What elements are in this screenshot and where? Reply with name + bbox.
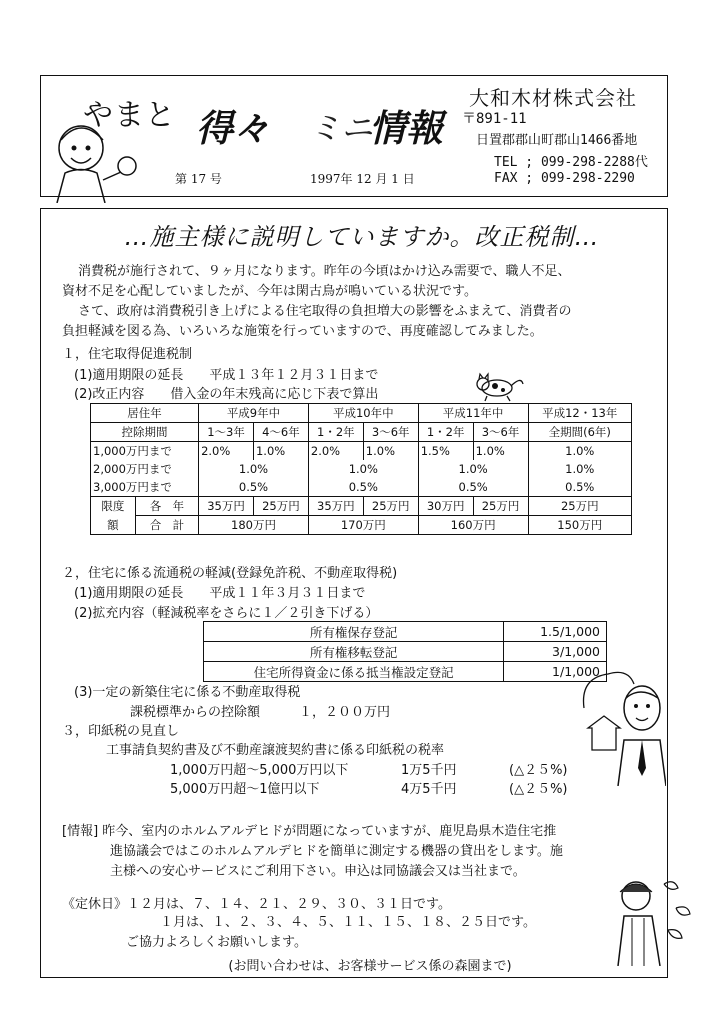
table-cell: 0.5% bbox=[199, 478, 309, 497]
table-cell: 25万円 bbox=[528, 497, 631, 516]
company-name: 大和木材株式会社 bbox=[469, 86, 637, 110]
intro-line: 負担軽減を図る為、いろいろな施策を行っていますので、再度確認してみました。 bbox=[62, 324, 543, 339]
brand-tokutoku: 得々 bbox=[196, 106, 270, 150]
stamp-tax-range: 1,000万円超～5,000万円以下 bbox=[170, 763, 349, 778]
cat-illustration bbox=[473, 370, 525, 402]
headline: …施主様に説明していますか。改正税制… bbox=[124, 223, 600, 251]
table-cell: 160万円 bbox=[418, 516, 528, 535]
table-cell: 0.5% bbox=[308, 478, 418, 497]
boy-with-leaves-illustration bbox=[602, 874, 694, 966]
table-cell: 25万円 bbox=[363, 497, 418, 516]
table-cell: 1/1,000 bbox=[504, 662, 607, 682]
info-line: 進協議会ではこのホルムアルデヒドを簡単に測定する機器の貸出をします。施 bbox=[110, 844, 563, 859]
intro-line: さて、政府は消費税引き上げによる住宅取得の負担増大の影響をふまえて、消費者の bbox=[78, 304, 572, 319]
table-cell: 1.0% bbox=[363, 442, 418, 461]
table-cell: 控除期間 bbox=[91, 423, 199, 442]
table-cell: 30万円 bbox=[418, 497, 473, 516]
table-cell: 1.5/1,000 bbox=[504, 622, 607, 642]
company-tel: TEL ; 099-298-2288代 bbox=[494, 155, 648, 170]
table-cell: 1.0% bbox=[418, 460, 528, 478]
table-cell: 1・2年 bbox=[308, 423, 363, 442]
section1-item2: (2)改正内容 借入金の年末残高に応じ下表で算出 bbox=[74, 387, 379, 402]
table-cell: 180万円 bbox=[199, 516, 309, 535]
footer-contact: (お問い合わせは、お客様サービス係の森園まで) bbox=[228, 959, 512, 974]
table-header: 平成11年中 bbox=[418, 404, 528, 423]
holiday-line: ご協力よろしくお願いします。 bbox=[126, 935, 307, 950]
holiday-line: １月は、１、２、３、４、５、１１、１５、１８、２５日です。 bbox=[160, 915, 536, 930]
table-row bbox=[204, 622, 607, 642]
table-cell: 2.0% bbox=[308, 442, 363, 461]
brand-joho: 情報 bbox=[369, 106, 443, 150]
table-cell: 1.0% bbox=[473, 442, 528, 461]
table-cell: 3/1,000 bbox=[504, 642, 607, 662]
intro-line: 消費税が施行されて、９ヶ月になります。昨年の今頃はかけ込み需要で、職人不足、 bbox=[78, 264, 571, 279]
table-row bbox=[204, 642, 607, 662]
table-cell: 25万円 bbox=[473, 497, 528, 516]
table-cell: 限度 bbox=[91, 497, 136, 516]
table-cell: 35万円 bbox=[308, 497, 363, 516]
table-row bbox=[91, 516, 632, 535]
stamp-tax-amount: 1万5千円 bbox=[401, 763, 457, 778]
table-cell: 1.0% bbox=[253, 442, 308, 461]
table-cell: 0.5% bbox=[418, 478, 528, 497]
table-cell: 合 計 bbox=[135, 516, 198, 535]
table-header: 平成12・13年 bbox=[528, 404, 631, 423]
table-cell: 3～6年 bbox=[473, 423, 528, 442]
table-cell: 1～3年 bbox=[199, 423, 254, 442]
table-cell: 4～6年 bbox=[253, 423, 308, 442]
section1-item1: (1)適用期限の延長 平成１３年１２月３１日まで bbox=[74, 368, 379, 383]
registration-rate-table bbox=[203, 621, 607, 682]
section3-subtitle: 工事請負契約書及び不動産譲渡契約書に係る印紙税の税率 bbox=[106, 743, 445, 758]
section2-item3-detail: 課税標準からの控除額 １，２００万円 bbox=[130, 705, 391, 720]
info-line: 主様への安心サービスにご利用下さい。申込は同協議会又は当社まで。 bbox=[110, 864, 526, 879]
table-row bbox=[204, 662, 607, 682]
table-cell: 0.5% bbox=[528, 478, 631, 497]
table-row bbox=[91, 478, 632, 497]
section2-item2: (2)拡充内容（軽減税率をさらに１／２引き下げる） bbox=[74, 606, 379, 621]
table-cell: 住宅所得資金に係る抵当権設定登記 bbox=[204, 662, 504, 682]
table-cell: 3～6年 bbox=[363, 423, 418, 442]
holiday-line: 《定休日》１２月は、７、１４、２１、２９、３０、３１日です。 bbox=[62, 897, 451, 912]
table-row bbox=[91, 423, 632, 442]
table-cell: 2.0% bbox=[199, 442, 254, 461]
table-cell: 1・2年 bbox=[418, 423, 473, 442]
postal-code: 〒891-11 bbox=[462, 111, 527, 127]
table-cell: 額 bbox=[91, 516, 136, 535]
table-row bbox=[91, 460, 632, 478]
section3-title: ３，印紙税の見直し bbox=[62, 724, 180, 739]
table-header-row bbox=[91, 404, 632, 423]
table-cell: 150万円 bbox=[528, 516, 631, 535]
brand-mini: ミニ bbox=[309, 109, 374, 147]
table-row bbox=[91, 497, 632, 516]
intro-line: 資材不足を心配していましたが、今年は閑古鳥が鳴いている状況です。 bbox=[62, 284, 477, 299]
table-cell: 3,000万円まで bbox=[91, 478, 199, 497]
section2-title: ２，住宅に係る流通税の軽減(登録免許税、不動産取得税) bbox=[62, 566, 398, 581]
table-cell: 1.0% bbox=[308, 460, 418, 478]
table-header: 平成9年中 bbox=[199, 404, 309, 423]
company-fax: FAX ; 099-298-2290 bbox=[494, 171, 635, 186]
table-row bbox=[91, 442, 632, 461]
issue-date: 1997年 12 月 1 日 bbox=[310, 172, 415, 186]
table-cell: 所有権移転登記 bbox=[204, 642, 504, 662]
table-cell: 25万円 bbox=[253, 497, 308, 516]
table-cell: 1.0% bbox=[528, 442, 631, 461]
brand-yamato: やまと bbox=[83, 98, 176, 133]
table-cell: 1.0% bbox=[199, 460, 309, 478]
stamp-tax-amount: 4万5千円 bbox=[401, 782, 457, 797]
table-cell: 所有権保存登記 bbox=[204, 622, 504, 642]
tax-deduction-table bbox=[90, 403, 632, 535]
stamp-tax-range: 5,000万円超～1億円以下 bbox=[170, 782, 320, 797]
section2-item3: (3)一定の新築住宅に係る不動産取得税 bbox=[74, 685, 301, 700]
table-header: 平成10年中 bbox=[308, 404, 418, 423]
table-cell: 1.5% bbox=[418, 442, 473, 461]
table-header: 居住年 bbox=[91, 404, 199, 423]
stamp-tax-pct: (△２５%) bbox=[509, 763, 568, 778]
stamp-tax-pct: (△２５%) bbox=[509, 782, 568, 797]
table-cell: 35万円 bbox=[199, 497, 254, 516]
issue-number: 第 17 号 bbox=[175, 172, 222, 186]
table-cell: 各 年 bbox=[135, 497, 198, 516]
company-address: 日置郡郡山町郡山1466番地 bbox=[476, 133, 638, 148]
businessman-illustration bbox=[580, 668, 666, 786]
table-cell: 170万円 bbox=[308, 516, 418, 535]
table-cell: 2,000万円まで bbox=[91, 460, 199, 478]
table-cell: 1,000万円まで bbox=[91, 442, 199, 461]
table-cell: 全期間(6年) bbox=[528, 423, 631, 442]
table-cell: 1.0% bbox=[528, 460, 631, 478]
section2-item1: (1)適用期限の延長 平成１１年３月３１日まで bbox=[74, 586, 366, 601]
section1-title: １，住宅取得促進税制 bbox=[62, 347, 193, 362]
info-line: [情報] 昨今、室内のホルムアルデヒドが問題になっていますが、鹿児島県木造住宅推 bbox=[62, 824, 557, 839]
